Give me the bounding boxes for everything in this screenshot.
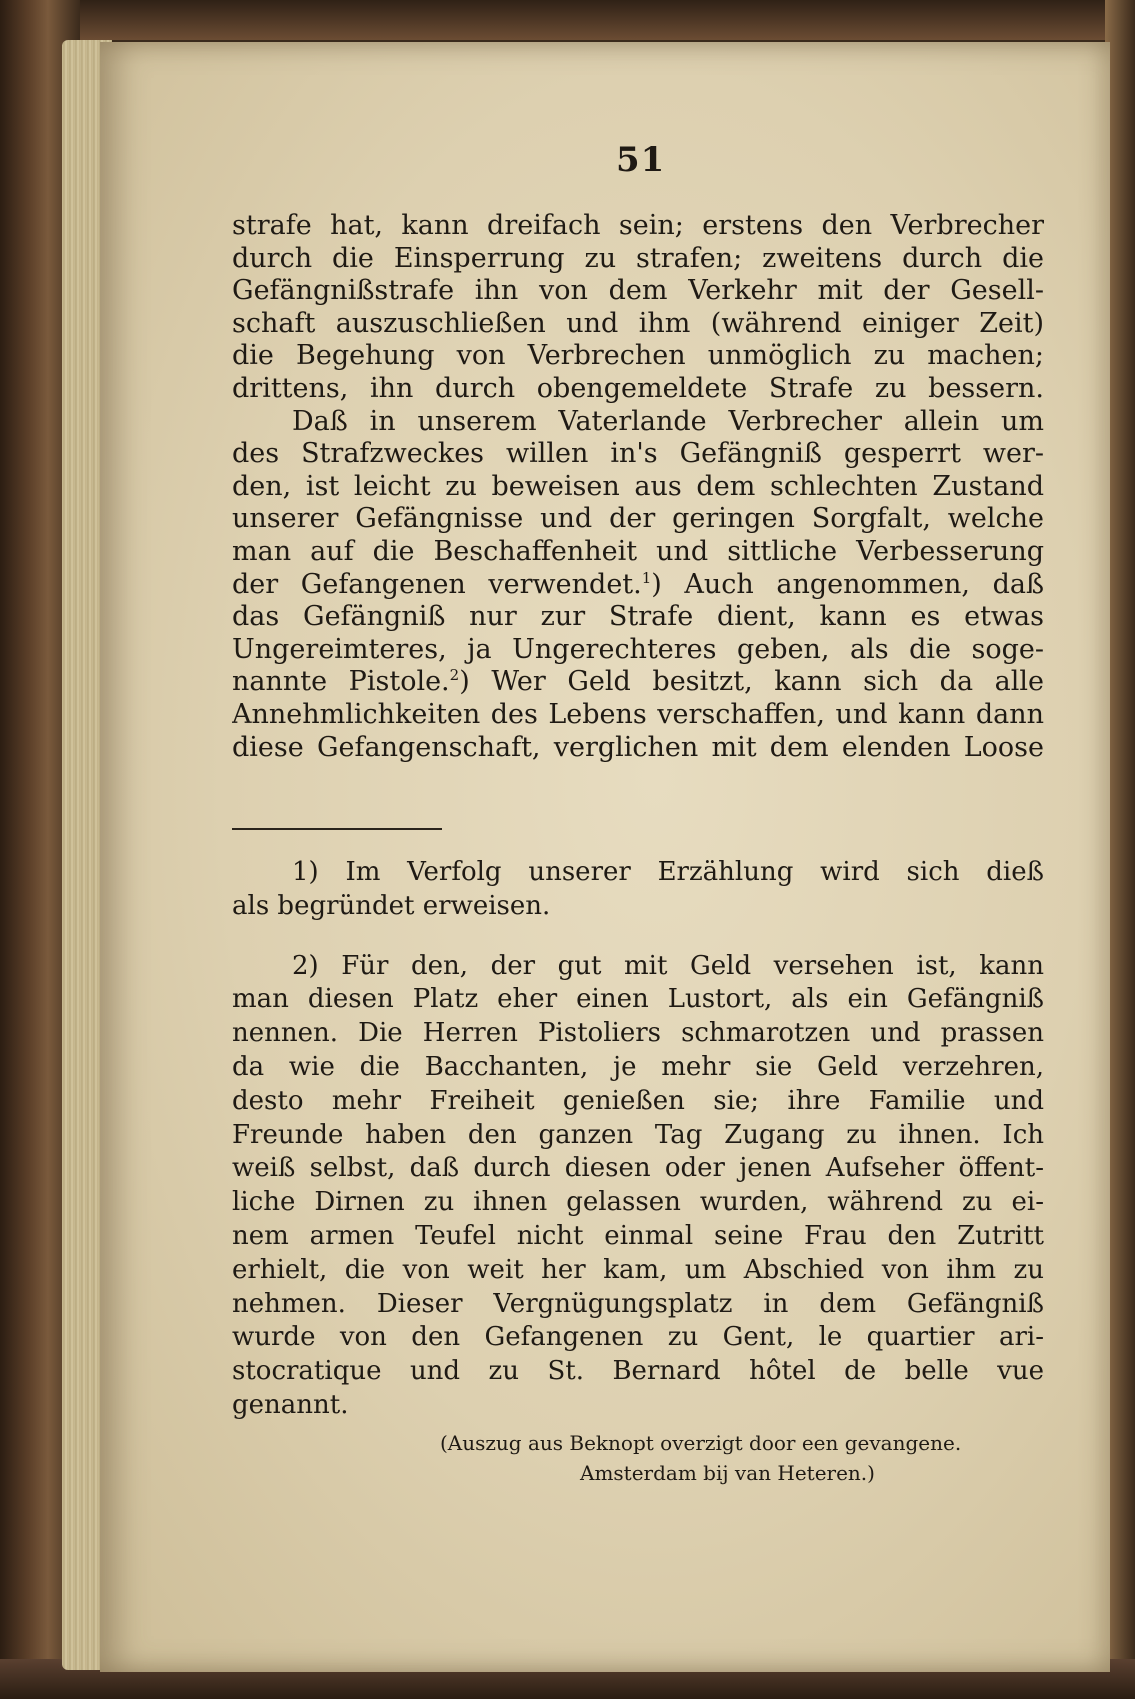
body-line-text: nannte Pistole.: [232, 666, 450, 698]
body-line-tail: ) Wer Geld besitzt, kann sich da alle: [459, 666, 1044, 698]
body-line-text: der Gefangenen verwendet.: [232, 568, 642, 600]
footnote-line: 2) Für den, der gut mit Geld versehen ist, kann: [292, 950, 1044, 981]
body-line: [232, 569, 1044, 602]
body-line: Ungereimteres, ja Ungerechteres geben, als die soge-: [232, 633, 1044, 665]
body-line: diese Gefangenschaft, verglichen mit dem elenden Loose: [232, 731, 1044, 763]
body-line: unserer Gefängnisse und der geringen Sorgfalt, welche: [232, 503, 1044, 535]
footnote-line: man diesen Platz eher einen Lustort, als ein Gefängniß: [232, 984, 1044, 1015]
body-text: [232, 210, 1044, 764]
footnote-line: 1) Im Verfolg unserer Erzählung wird sich dieß: [292, 857, 1044, 887]
footnote-line: weiß selbst, daß durch diesen oder jenen Aufseher öffent-: [232, 1153, 1044, 1184]
footnotes: [232, 856, 1044, 1423]
footnote-line: nehmen. Dieser Vergnügungsplatz in dem Gefängniß: [232, 1288, 1044, 1319]
footnote-line: stocratique und zu St. Bernard hôtel de belle vue: [232, 1356, 1044, 1387]
footnote-line: als begründet erweisen.: [232, 890, 551, 921]
footnote-line: wurde von den Gefangenen zu Gent, le quartier ari-: [232, 1322, 1044, 1353]
source-line-1: (Auszug aus Beknopt overzigt door een gevangene.: [440, 1431, 962, 1455]
footnote-ref-1: 1: [641, 568, 652, 587]
footnote-line: Freunde haben den ganzen Tag Zugang zu ihnen. Ich: [232, 1119, 1044, 1150]
footnote-1: [232, 856, 1044, 924]
footnote-line: genannt.: [232, 1389, 349, 1420]
body-line: man auf die Beschaffenheit und sittliche Verbesserung: [232, 535, 1044, 567]
footnote-ref-2: 2: [449, 666, 460, 685]
page-number: 51: [616, 140, 666, 180]
footnote-line: nem armen Teufel nicht einmal seine Frau den Zutritt: [232, 1220, 1044, 1251]
body-line: das Gefängniß nur zur Strafe dient, kann es etwas: [232, 601, 1044, 633]
footnote-2: [232, 950, 1044, 1423]
book-cover-top: [0, 0, 1135, 40]
body-line: des Strafzweckes willen in's Gefängniß gesperrt wer-: [232, 438, 1044, 470]
body-line: schaft auszuschließen und ihm (während einiger Zeit): [232, 307, 1044, 339]
footnote-line: da wie die Bacchanten, je mehr sie Geld verzehren,: [232, 1051, 1044, 1082]
body-line: Daß in unserem Vaterlande Verbrecher allein um: [292, 405, 1044, 437]
footnote-line: liche Dirnen zu ihnen gelassen wurden, während zu ei-: [232, 1187, 1044, 1218]
body-line: die Begehung von Verbrechen unmöglich zu machen;: [232, 340, 1044, 372]
body-line: [232, 666, 1044, 699]
source-line-2: Amsterdam bij van Heteren.): [580, 1461, 875, 1485]
footnote-line: desto mehr Freiheit genießen sie; ihre Familie und: [232, 1085, 1044, 1116]
body-line: drittens, ihn durch obengemeldete Strafe zu bessern.: [232, 372, 1044, 404]
body-line: durch die Einsperrung zu strafen; zweitens durch die: [232, 242, 1044, 274]
footnote-divider: [232, 828, 442, 830]
body-line: Gefängnißstrafe ihn von dem Verkehr mit der Gesell-: [232, 275, 1044, 307]
source-citation: [440, 1428, 1044, 1488]
body-line: strafe hat, kann dreifach sein; erstens den Verbrecher: [232, 210, 1044, 241]
footnote-line: nennen. Die Herren Pistoliers schmarotzen und prassen: [232, 1018, 1044, 1049]
body-line: Annehmlichkeiten des Lebens verschaffen, und kann dann: [232, 698, 1044, 730]
body-line-tail: ) Auch angenommen, daß: [651, 568, 1044, 600]
footnote-line: erhielt, die von weit her kam, um Abschied von ihm zu: [232, 1254, 1044, 1285]
body-line: den, ist leicht zu beweisen aus dem schlechten Zustand: [232, 470, 1044, 502]
